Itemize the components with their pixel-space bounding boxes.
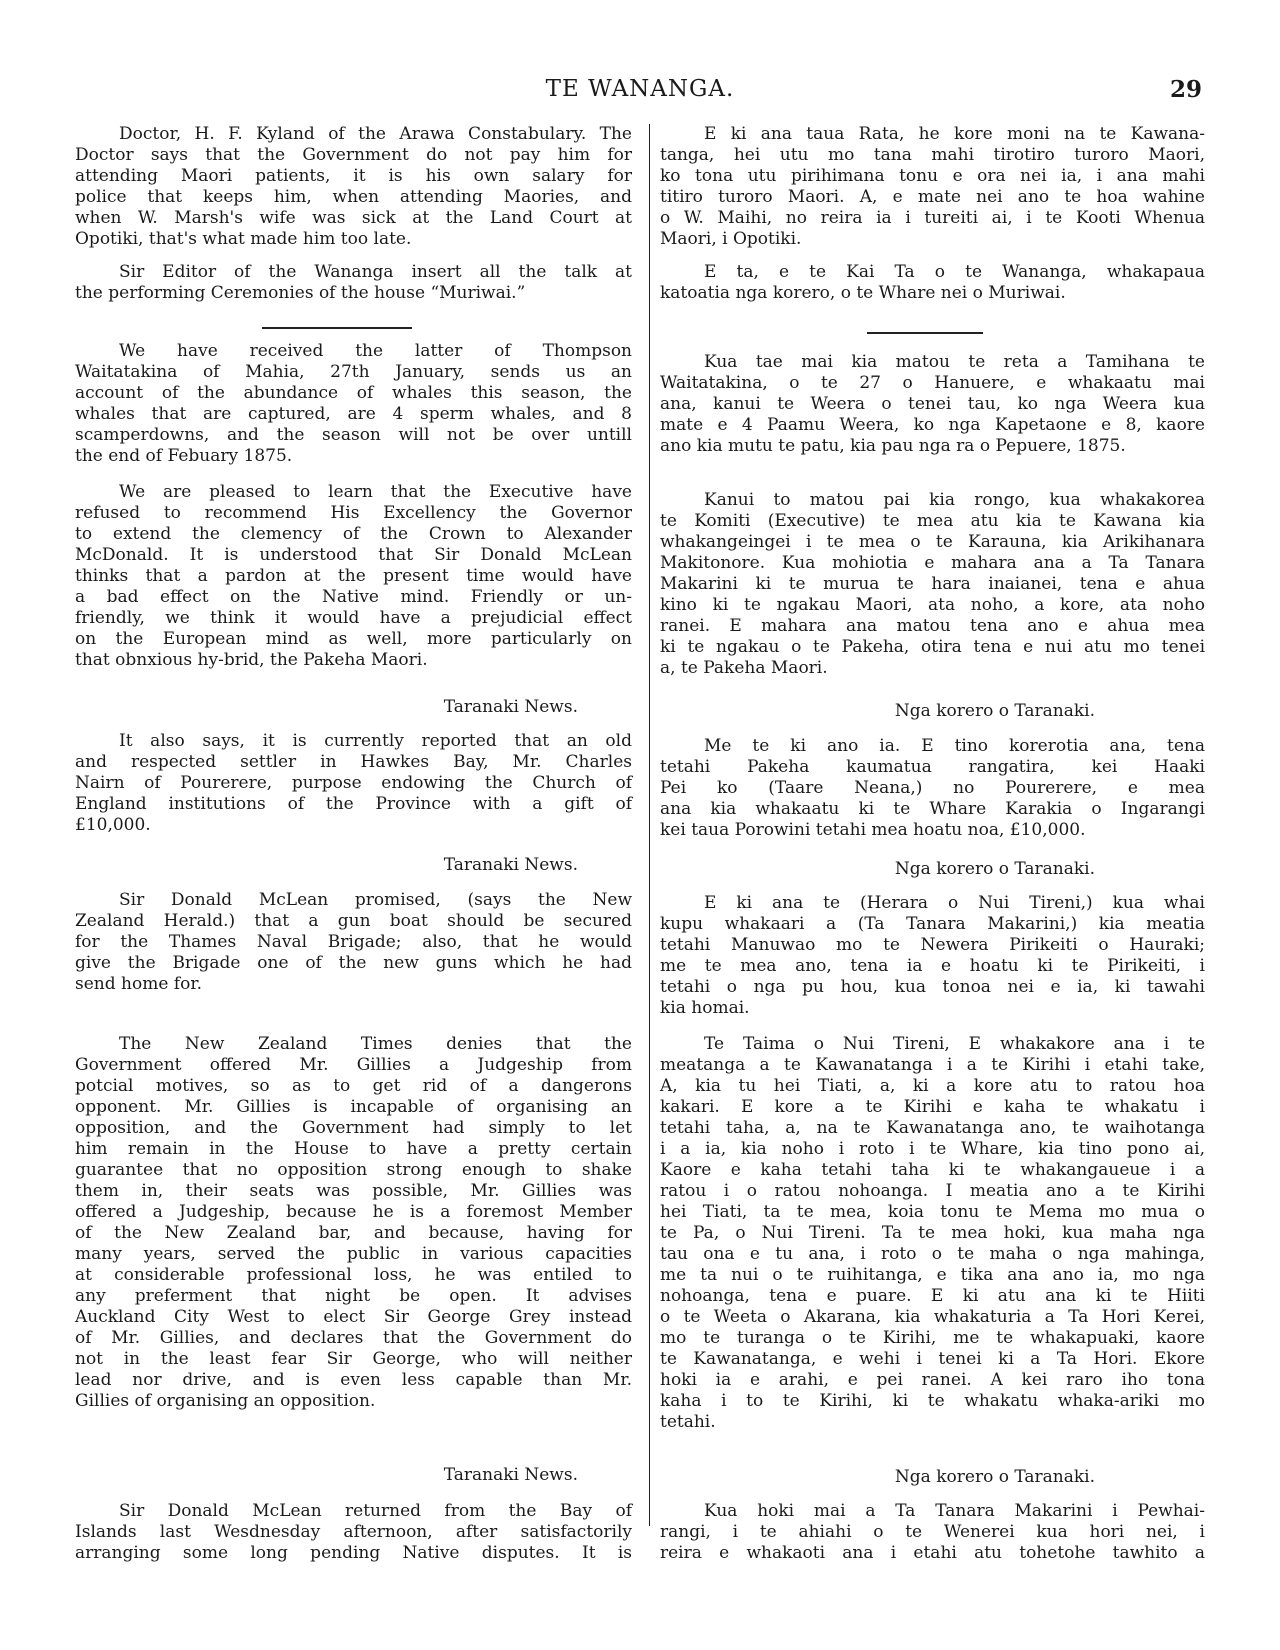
text-line: It also says, it is currently reported that an old xyxy=(119,731,632,751)
text-line: nohoanga, tena e puare. E ki atu ana ki te Hiiti xyxy=(660,1286,1205,1306)
article-english-endowment xyxy=(75,731,632,836)
text-line: tetahi. xyxy=(660,1412,716,1432)
text-line: a bad effect on the Native mind. Friendly or un- xyxy=(75,587,632,607)
article-english-whales xyxy=(75,341,632,467)
text-line: on the European mind as well, more particularly on xyxy=(75,629,632,649)
text-line: Sir Editor of the Wananga insert all the talk at xyxy=(119,262,632,282)
text-line: tetahi Manuwao mo te Newera Pirikeiti o Hauraki; xyxy=(660,935,1205,955)
article-english-mclean-return xyxy=(75,1501,632,1564)
text-line: Kua tae mai kia matou te reta a Tamihana te xyxy=(704,352,1205,372)
text-line: tetahi Pakeha kaumatua rangatira, kei Haaki xyxy=(660,757,1205,777)
text-line: Auckland City West to elect Sir George Grey instead xyxy=(75,1307,632,1327)
text-line: guarantee that no opposition strong enough to shake xyxy=(75,1160,632,1180)
text-line: o te Weeta o Akarana, kia whakaturia a Ta Hori Kerei, xyxy=(660,1307,1205,1327)
text-line: the end of Febuary 1875. xyxy=(75,446,293,466)
section-heading-nga-korero: Nga korero o Taranaki. xyxy=(894,859,1095,879)
text-line: hei Tiati, ta te mea, koia tonu te Mema mo mua o xyxy=(660,1202,1205,1222)
text-line: Pei ko (Taare Neana,) no Pourerere, e mea xyxy=(660,778,1205,798)
text-line: ki te ngakau o te Pakeha, otira tena e nui atu mo tenei xyxy=(660,637,1205,657)
text-line: that obnxious hy-brid, the Pakeha Maori. xyxy=(75,650,428,670)
text-line: kupu whakaari a (Ta Tanara Makarini,) kia meatia xyxy=(660,914,1205,934)
section-heading-taranaki-news: Taranaki News. xyxy=(443,697,578,717)
text-line: hoki ia e arahi, e pei ranei. A kei raro iho tona xyxy=(660,1370,1205,1390)
article-maori-mclean-return xyxy=(660,1501,1205,1564)
text-line: kaha i to te Kirihi, ki te whakatu whaka-ariki mo xyxy=(660,1391,1205,1411)
text-line: a, te Pakeha Maori. xyxy=(660,658,828,678)
page-number: 29 xyxy=(1170,76,1203,103)
text-line: kia homai. xyxy=(660,998,750,1018)
text-line: arranging some long pending Native disputes. It is xyxy=(75,1543,632,1563)
article-maori-editor-request xyxy=(660,262,1205,304)
text-line: me te mea ano, tena ia e hoatu ki te Pirikeiti, i xyxy=(660,956,1205,976)
text-line: for the Thames Naval Brigade; also, that he would xyxy=(75,932,632,952)
text-line: Nairn of Pourerere, purpose endowing the Church of xyxy=(75,773,632,793)
text-line: opposition, and the Government had simply to let xyxy=(75,1118,632,1138)
text-line: whakangeingei i te mea o te Karauna, kia Arikihanara xyxy=(660,532,1205,552)
column-divider xyxy=(649,124,650,1526)
text-line: ano kia mutu te patu, kia pau nga ra o Pepuere, 1875. xyxy=(660,436,1126,456)
text-line: Kanui to matou pai kia rongo, kua whakakorea xyxy=(704,490,1205,510)
section-heading-nga-korero: Nga korero o Taranaki. xyxy=(894,1467,1095,1487)
text-line: scamperdowns, and the season will not be over untill xyxy=(75,425,632,445)
text-line: account of the abundance of whales this season, the xyxy=(75,383,632,403)
article-maori-whales xyxy=(660,352,1205,457)
text-line: Islands last Wesdnesday afternoon, after satisfactorily xyxy=(75,1522,632,1542)
text-line: of Mr. Gillies, and declares that the Government do xyxy=(75,1328,632,1348)
text-line: to extend the clemency of the Crown to Alexander xyxy=(75,524,632,544)
article-english-executive xyxy=(75,482,632,671)
text-line: Doctor, H. F. Kyland of the Arawa Constabulary. The xyxy=(119,124,632,144)
section-heading-nga-korero: Nga korero o Taranaki. xyxy=(894,701,1095,721)
newspaper-title: TE WANANGA. xyxy=(545,76,735,102)
text-line: o W. Maihi, no reira ia i tureiti ai, i te Kooti Whenua xyxy=(660,208,1205,228)
text-line: te Pa, o Nui Tireni. Ta te mea hoki, kua maha nga xyxy=(660,1223,1205,1243)
text-line: of the New Zealand bar, and because, having for xyxy=(75,1223,632,1243)
text-line: many years, served the public in various capacities xyxy=(75,1244,632,1264)
section-heading-taranaki-news: Taranaki News. xyxy=(443,855,578,875)
text-line: A, kia tu hei Tiati, a, ki a kore atu to ratou hoa xyxy=(660,1076,1205,1096)
text-line: reira e whakaoti ana i etahi atu tohetohe tawhito a xyxy=(660,1543,1205,1563)
text-line: The New Zealand Times denies that the xyxy=(119,1034,632,1054)
text-line: ana, kanui te Weera o tenei tau, ko nga Weera kua xyxy=(660,394,1205,414)
text-line: Makarini ki te murua te hara inaianei, tena e ahua xyxy=(660,574,1205,594)
text-line: whales that are captured, are 4 sperm whales, and 8 xyxy=(75,404,632,424)
text-line: Kua hoki mai a Ta Tanara Makarini i Pewhai- xyxy=(704,1501,1205,1521)
text-line: Zealand Herald.) that a gun boat should be secured xyxy=(75,911,632,931)
text-line: Waitatakina of Mahia, 27th January, sends us an xyxy=(75,362,632,382)
text-line: not in the least fear Sir George, who will neither xyxy=(75,1349,632,1369)
article-maori-gillies xyxy=(660,1034,1205,1433)
text-line: kei taua Porowini tetahi mea hoatu noa, £10,000. xyxy=(660,820,1086,840)
article-maori-executive xyxy=(660,490,1205,679)
text-line: attending Maori patients, it is his own salary for xyxy=(75,166,632,186)
text-line: ranei. E mahara ana matou tena ano e ahua mea xyxy=(660,616,1205,636)
text-line: Government offered Mr. Gillies a Judgeship from xyxy=(75,1055,632,1075)
text-line: rangi, i te ahiahi o te Wenerei kua hori nei, i xyxy=(660,1522,1205,1542)
text-line: me ta nui o te ruihitanga, e tika ana ano ia, mo nga xyxy=(660,1265,1205,1285)
text-line: ana kia whakaatu ki te Whare Karakia o Ingarangi xyxy=(660,799,1205,819)
text-line: ratou i o ratou nohoanga. I meatia ano a te Kirihi xyxy=(660,1181,1205,1201)
text-line: tetahi o nga pu hou, kua tonoa nei e ia, ki tawahi xyxy=(660,977,1205,997)
article-maori-endowment xyxy=(660,736,1205,841)
text-line: Waitatakina, o te 27 o Hanuere, e whakaatu mai xyxy=(660,373,1205,393)
section-rule-right xyxy=(867,332,983,334)
text-line: McDonald. It is understood that Sir Donald McLean xyxy=(75,545,632,565)
section-heading-taranaki-news: Taranaki News. xyxy=(443,1465,578,1485)
text-line: Sir Donald McLean promised, (says the New xyxy=(119,890,632,910)
text-line: E ki ana te (Herara o Nui Tireni,) kua whai xyxy=(704,893,1205,913)
text-line: tau ona e tu ana, i roto o te maha o nga mahinga, xyxy=(660,1244,1205,1264)
text-line: E ta, e te Kai Ta o te Wananga, whakapaua xyxy=(704,262,1205,282)
text-line: We are pleased to learn that the Executive have xyxy=(119,482,632,502)
text-line: lead nor drive, and is even less capable than Mr. xyxy=(75,1370,632,1390)
article-english-gillies xyxy=(75,1034,632,1412)
text-line: Gillies of organising an opposition. xyxy=(75,1391,376,1411)
text-line: mate e 4 Paamu Weera, ko nga Kapetaone e 8, kaore xyxy=(660,415,1205,435)
article-maori-doctor xyxy=(660,124,1205,250)
text-line: katoatia nga korero, o te Whare nei o Muriwai. xyxy=(660,283,1066,303)
text-line: offered a Judgeship, because he is a foremost Member xyxy=(75,1202,632,1222)
text-line: kino ki te ngakau Maori, ata noho, a kore, ata noho xyxy=(660,595,1205,615)
text-line: tetahi taha, a, na te Kawanatanga ano, te waihotanga xyxy=(660,1118,1205,1138)
text-line: give the Brigade one of the new guns which he had xyxy=(75,953,632,973)
text-line: when W. Marsh's wife was sick at the Land Court at xyxy=(75,208,632,228)
text-line: Doctor says that the Government do not pay him for xyxy=(75,145,632,165)
text-line: Opotiki, that's what made him too late. xyxy=(75,229,412,249)
text-line: tanga, hei utu mo tana mahi tirotiro turoro Maori, xyxy=(660,145,1205,165)
text-line: them in, their seats was possible, Mr. Gillies was xyxy=(75,1181,632,1201)
text-line: any preferment that night be open. It advises xyxy=(75,1286,632,1306)
article-english-editor-request xyxy=(75,262,632,304)
text-line: friendly, we think it would have a prejudicial effect xyxy=(75,608,632,628)
text-line: Te Taima o Nui Tireni, E whakakore ana i te xyxy=(704,1034,1205,1054)
text-line: him remain in the House to have a pretty certain xyxy=(75,1139,632,1159)
text-line: thinks that a pardon at the present time would have xyxy=(75,566,632,586)
text-line: and respected settler in Hawkes Bay, Mr. Charles xyxy=(75,752,632,772)
text-line: Maori, i Opotiki. xyxy=(660,229,802,249)
text-line: the performing Ceremonies of the house “Muriwai.” xyxy=(75,283,526,303)
text-line: We have received the latter of Thompson xyxy=(119,341,632,361)
text-line: police that keeps him, when attending Maories, and xyxy=(75,187,632,207)
text-line: Kaore e kaha tetahi taha ki te whakangaueue i a xyxy=(660,1160,1205,1180)
text-line: refused to recommend His Excellency the Governor xyxy=(75,503,632,523)
text-line: kakari. E kore a te Kirihi e kaha te whakatu i xyxy=(660,1097,1205,1117)
text-line: send home for. xyxy=(75,974,202,994)
text-line: opponent. Mr. Gillies is incapable of organising an xyxy=(75,1097,632,1117)
text-line: meatanga a te Kawanatanga i a te Kirihi i etahi take, xyxy=(660,1055,1205,1075)
text-line: Makitonore. Kua mohiotia e mahara ana a Ta Tanara xyxy=(660,553,1205,573)
text-line: £10,000. xyxy=(75,815,151,835)
text-line: potcial motives, so as to get rid of a dangerons xyxy=(75,1076,632,1096)
text-line: Sir Donald McLean returned from the Bay of xyxy=(119,1501,632,1521)
text-line: te Kawanatanga, e wehi i tenei ki a Ta Hori. Ekore xyxy=(660,1349,1205,1369)
article-english-gunboat xyxy=(75,890,632,995)
text-line: Me te ki ano ia. E tino korerotia ana, tena xyxy=(704,736,1205,756)
text-line: E ki ana taua Rata, he kore moni na te Kawana- xyxy=(704,124,1205,144)
text-line: mo te turanga o te Kirihi, me te whakapuaki, kaore xyxy=(660,1328,1205,1348)
section-rule-left xyxy=(262,327,412,329)
article-english-doctor xyxy=(75,124,632,250)
text-line: at considerable professional loss, he was entiled to xyxy=(75,1265,632,1285)
text-line: England institutions of the Province with a gift of xyxy=(75,794,632,814)
text-line: ko tona utu pirihimana tonu e ora nei ia, i ana mahi xyxy=(660,166,1205,186)
article-maori-gunboat xyxy=(660,893,1205,1019)
text-line: titiro turoro Maori. A, e mate nei ano te hoa wahine xyxy=(660,187,1205,207)
text-line: te Komiti (Executive) te mea atu kia te Kawana kia xyxy=(660,511,1205,531)
text-line: i a ia, kia noho i roto i te Whare, kia tino pono ai, xyxy=(660,1139,1205,1159)
